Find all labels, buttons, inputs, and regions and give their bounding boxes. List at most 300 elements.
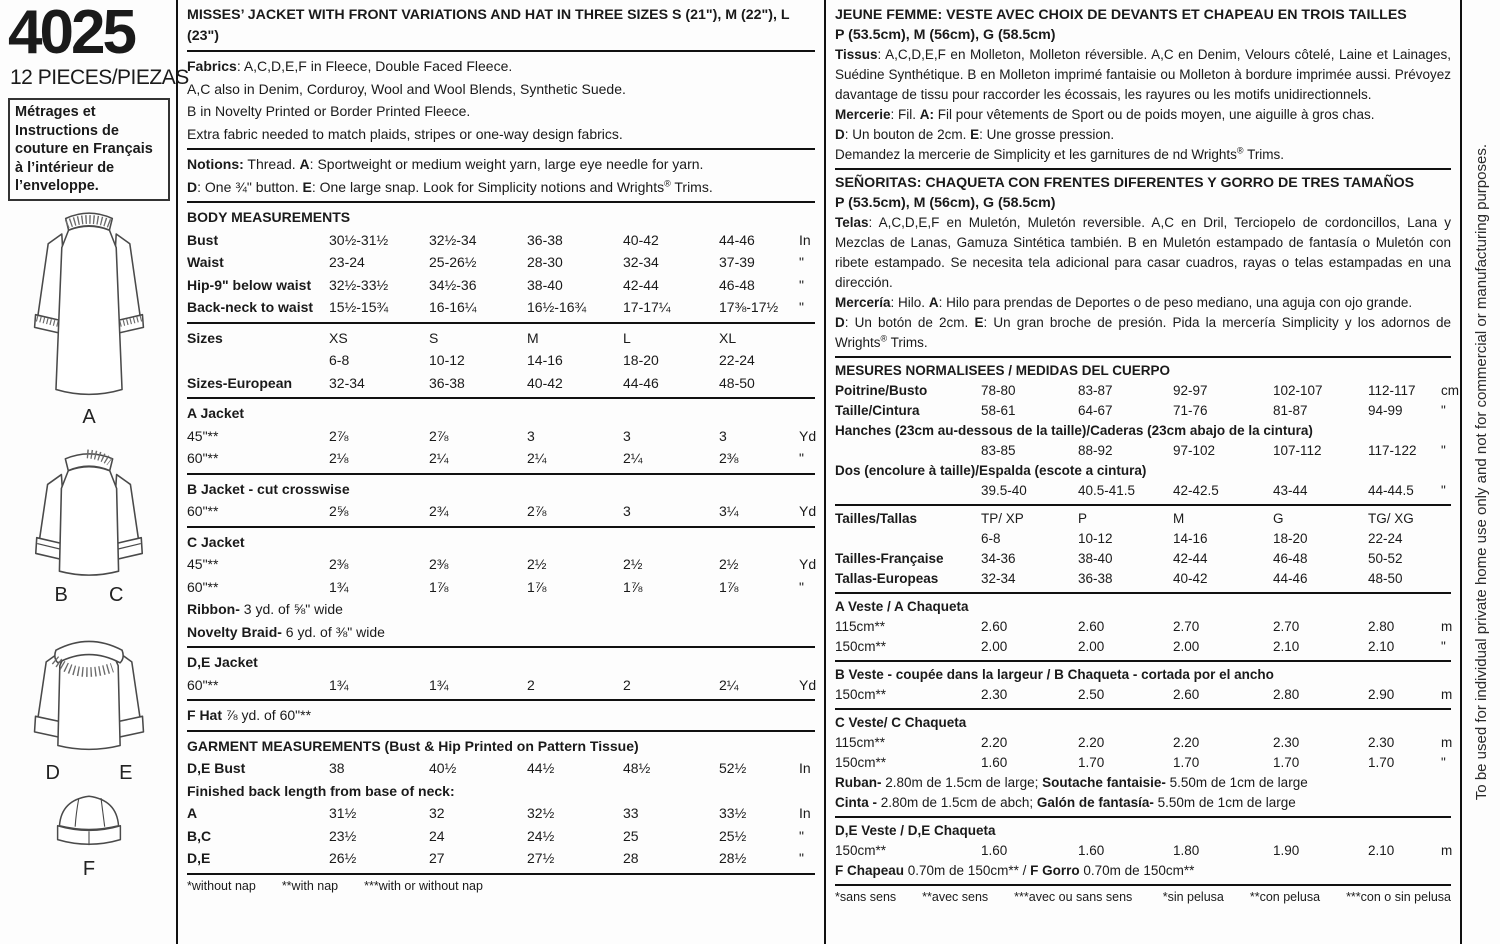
value-cell: 36-38 — [1078, 571, 1113, 586]
row-label: A — [187, 805, 198, 821]
table-span-row — [187, 735, 815, 758]
footnote-item: *sans sens — [835, 890, 897, 904]
paragraph — [187, 153, 815, 198]
unit-cell: " — [1441, 639, 1446, 654]
value-cell: 94-99 — [1368, 403, 1403, 418]
value-cell: 1.90 — [1273, 843, 1300, 858]
text-segment: Telas — [835, 215, 869, 230]
table-row — [187, 847, 815, 870]
row-label: 60"** — [187, 503, 219, 519]
home-use-disclaimer: To be used for individual private home use only and not for commercial or manufacturing purposes. — [1472, 143, 1490, 801]
text-segment: A — [299, 156, 310, 172]
view-label-b: B — [54, 583, 68, 606]
value-cell: 2⅞ — [527, 503, 547, 519]
unit-cell: " — [799, 299, 804, 315]
row-label: D,E Bust — [187, 760, 246, 776]
table-span-row — [835, 361, 1451, 381]
pieces-count: 12 PIECES/PIEZAS — [10, 66, 189, 89]
value-cell: 2 — [527, 676, 535, 693]
value-cell: 14-16 — [1173, 531, 1208, 546]
value-cell: 78-80 — [981, 383, 1016, 398]
text-segment: Hanches (23cm au-dessous de la taille)/Caderas (23cm abajo de la cintura) — [835, 423, 1313, 438]
english-column — [178, 0, 826, 944]
value-cell: 10-12 — [429, 352, 465, 368]
value-cell: 22-24 — [719, 352, 755, 368]
table-row — [187, 372, 815, 395]
paragraph — [835, 105, 1451, 165]
value-cell: 2¼ — [429, 450, 449, 466]
value-cell: 40½ — [429, 760, 457, 776]
value-cell: 2¾ — [429, 503, 449, 519]
view-label-row-a — [8, 407, 170, 427]
value-cell: P — [1078, 511, 1088, 526]
value-cell: 64-67 — [1078, 403, 1113, 418]
text-segment: B Jacket - cut crosswise — [187, 480, 350, 497]
value-cell: 22-24 — [1368, 531, 1403, 546]
value-cell: 1.60 — [981, 843, 1008, 858]
value-cell: 48-50 — [719, 374, 755, 391]
french-spanish-column — [826, 0, 1462, 944]
value-cell: 1.70 — [1273, 755, 1300, 770]
value-cell: 37-39 — [719, 254, 755, 270]
divider — [187, 50, 815, 52]
unit-cell: " — [1441, 403, 1446, 418]
text-segment: Tissus — [835, 47, 878, 62]
text-line: D: Un botón de 2cm. E: Un gran broche de presión. Pida la mercería Simplicity y los adornos de Wrights® Trims. — [835, 315, 1451, 350]
table-span-row — [835, 421, 1451, 441]
row-label: 150cm** — [835, 755, 887, 770]
text-segment: F Gorro — [1030, 863, 1080, 878]
unit-cell — [1441, 529, 1451, 549]
row-label: Sizes-European — [187, 374, 293, 391]
value-cell: 44-46 — [623, 374, 659, 391]
value-cell: 2.00 — [1173, 639, 1200, 654]
text-segment: F Chapeau — [835, 863, 905, 878]
value-cell: 2.80 — [1368, 619, 1395, 634]
footnote-item: *without nap — [187, 878, 256, 893]
value-cell: 42-42.5 — [1173, 483, 1219, 498]
text-segment: A Jacket — [187, 405, 245, 421]
text-segment: A — [928, 295, 939, 310]
value-cell: 71-76 — [1173, 403, 1208, 418]
jacket-a-back-illustration — [9, 201, 169, 407]
value-cell: 1¾ — [429, 676, 449, 693]
divider — [187, 397, 815, 399]
value-cell: 40-42 — [527, 374, 563, 391]
table-row — [835, 441, 1451, 461]
value-cell: 2.30 — [981, 687, 1008, 702]
divider — [835, 816, 1451, 818]
value-cell: 2.20 — [1173, 735, 1200, 750]
value-cell: 28½ — [719, 850, 747, 866]
unit-cell — [1441, 569, 1451, 589]
table-span-row — [187, 780, 815, 803]
value-cell: 23-24 — [329, 254, 365, 270]
unit-cell: " — [799, 254, 804, 270]
table-span-row: Ribbon- 3 yd. of ⅝" wide — [187, 601, 343, 617]
value-cell: 2⅜ — [719, 450, 739, 466]
value-cell: 39.5-40 — [981, 483, 1027, 498]
unit-cell: Yd — [799, 556, 817, 572]
value-cell: 14-16 — [527, 352, 563, 368]
text-line — [835, 173, 1451, 193]
row-label: Sizes — [187, 329, 223, 346]
measurement-table — [835, 665, 1451, 705]
view-label-row-de — [8, 763, 170, 783]
side-strip — [1462, 0, 1500, 944]
value-cell: 2¼ — [527, 450, 547, 466]
divider — [187, 148, 815, 150]
value-cell: 2.30 — [1273, 735, 1300, 750]
divider — [835, 660, 1451, 662]
table-row — [187, 296, 815, 319]
value-cell: 2¼ — [623, 450, 643, 466]
row-label: Tallas-Europeas — [835, 571, 939, 586]
unit-cell: " — [1441, 483, 1446, 498]
unit-cell: In — [799, 805, 811, 821]
table-row — [835, 685, 1451, 705]
value-cell: 40.5-41.5 — [1078, 483, 1136, 498]
text-line: A,C also in Denim, Corduroy, Wool and Wool Blends, Synthetic Suede. — [187, 80, 626, 97]
value-cell: TP/ XP — [981, 511, 1024, 526]
table-row — [835, 381, 1459, 401]
unit-cell: m — [1441, 619, 1453, 634]
value-cell: 42-44 — [1173, 551, 1208, 566]
table-span-row: Cinta - 2.80m de 1.5cm de abch; Galón de fantasía- 5.50m de 1cm de large — [835, 795, 1296, 810]
value-cell: 1.80 — [1173, 843, 1200, 858]
value-cell: 2.60 — [1173, 687, 1200, 702]
value-cell: 36-38 — [429, 374, 465, 391]
table-row — [835, 549, 1451, 569]
value-cell: M — [527, 329, 539, 346]
unit-cell: Yd — [799, 676, 817, 693]
footnote-item: **avec sens — [922, 890, 989, 904]
value-cell: 2.00 — [1078, 639, 1105, 654]
value-cell: 3 — [527, 427, 535, 444]
text-line: Notions: Thread. A: Sportweight or medium weight yarn, large eye needle for yarn. — [187, 156, 704, 172]
value-cell: 2.10 — [1273, 639, 1300, 654]
unit-cell: Yd — [799, 427, 817, 444]
value-cell: 30½-31½ — [329, 231, 389, 248]
text-segment: MISSES’ JACKET WITH FRONT VARIATIONS AND HAT IN THREE SIZES S (21"), M (22"), L (23") — [187, 7, 790, 44]
table-row — [187, 251, 815, 274]
value-cell: 32½-33½ — [329, 276, 389, 293]
value-cell: 6-8 — [329, 352, 350, 368]
measurement-table — [835, 509, 1451, 589]
value-cell: 34½-36 — [429, 276, 477, 293]
value-cell: 44-46 — [719, 231, 755, 248]
value-cell: 31½ — [329, 805, 357, 821]
text-segment: Notions: — [187, 156, 244, 172]
measurement-table — [187, 651, 815, 696]
value-cell: 2.30 — [1368, 735, 1395, 750]
text-line: Demandez la mercerie de Simplicity et les garnitures de nd Wrights® Trims. — [835, 145, 1285, 162]
value-cell: 2¼ — [719, 676, 739, 693]
jacket-de-back-illustration — [9, 621, 169, 763]
table-span-row: F Chapeau 0.70m de 150cm** / F Gorro 0.70m de 150cm** — [835, 863, 1195, 878]
value-cell: 17⅜-17½ — [719, 299, 779, 315]
view-label-e: E — [119, 761, 133, 784]
footnote-item: *sin pelusa — [1162, 890, 1224, 904]
value-cell: 27 — [429, 850, 445, 866]
value-cell: 26½ — [329, 850, 357, 866]
text-line: B in Novelty Printed or Border Printed Fleece. — [187, 103, 471, 119]
footnote-item: ***con o sin pelusa — [1346, 890, 1451, 904]
value-cell: 25½ — [719, 827, 747, 844]
value-cell: 40-42 — [1173, 571, 1208, 586]
text-segment: Ruban- — [835, 775, 882, 790]
value-cell: 1⅞ — [429, 578, 449, 595]
text-segment: SEÑORITAS: CHAQUETA CON FRENTES DIFERENTES Y GORRO DE TRES TAMAÑOS — [835, 175, 1415, 191]
value-cell: 1¾ — [329, 676, 349, 693]
value-cell: 1⅞ — [527, 578, 547, 595]
row-label: 150cm** — [835, 843, 887, 858]
footnote-group — [835, 889, 1132, 905]
unit-cell: " — [799, 850, 804, 866]
value-cell: 28-30 — [527, 254, 563, 270]
value-cell: 2.70 — [1173, 619, 1200, 634]
row-label: 45"** — [187, 427, 219, 444]
value-cell: 32½ — [527, 805, 555, 821]
table-span-row — [835, 821, 1451, 841]
footnotes — [187, 878, 815, 894]
unit-cell — [799, 372, 815, 395]
value-cell: 33½ — [719, 805, 747, 821]
table-row — [187, 576, 815, 599]
table-row — [187, 274, 815, 297]
table-span-row — [835, 597, 1451, 617]
paragraph — [187, 55, 815, 145]
value-cell: 2⅞ — [329, 427, 349, 444]
row-label: Poitrine/Busto — [835, 383, 928, 398]
unit-cell: m — [1441, 687, 1453, 702]
value-cell: 23½ — [329, 827, 357, 844]
row-label — [187, 349, 329, 372]
row-label: 115cm** — [835, 735, 886, 750]
text-line: D: One ¾" button. E: One large snap. Look for Simplicity notions and Wrights® Trims. — [187, 177, 713, 195]
table-row — [187, 757, 815, 780]
table-row — [835, 617, 1451, 637]
value-cell: G — [1273, 511, 1284, 526]
paragraph — [835, 313, 1451, 353]
footnote-group — [187, 878, 483, 894]
divider — [187, 473, 815, 475]
value-cell: 2.00 — [981, 639, 1008, 654]
table-row — [835, 841, 1451, 861]
value-cell: 46-48 — [719, 276, 755, 293]
table-row — [835, 753, 1451, 773]
measurement-table — [187, 402, 815, 470]
value-cell: 32 — [429, 805, 445, 821]
value-cell: 83-87 — [1078, 383, 1113, 398]
row-label: Tailles/Tallas — [835, 511, 918, 526]
unit-cell: " — [799, 276, 804, 293]
divider — [835, 884, 1451, 886]
table-row — [835, 481, 1451, 501]
row-label: Waist — [187, 254, 224, 270]
measurement-table — [187, 735, 815, 870]
value-cell: 18-20 — [1273, 531, 1308, 546]
text-segment: D — [835, 127, 845, 142]
text-segment: C Veste/ C Chaqueta — [835, 715, 967, 730]
value-cell: 16-16¼ — [429, 299, 477, 315]
footnote-item: ***avec ou sans sens — [1014, 890, 1133, 904]
unit-cell — [1441, 509, 1451, 529]
value-cell: 25-26½ — [429, 254, 477, 270]
text-segment: Novelty Braid- — [187, 623, 282, 640]
table-span-row: Novelty Braid- 6 yd. of ⅜" wide — [187, 623, 385, 640]
value-cell: 38-40 — [527, 276, 563, 293]
divider — [835, 356, 1451, 358]
value-cell: 48-50 — [1368, 571, 1403, 586]
divider — [835, 592, 1451, 594]
value-cell: XL — [719, 329, 737, 346]
unit-cell: " — [1441, 443, 1446, 458]
divider — [835, 504, 1451, 506]
unit-cell: " — [799, 578, 804, 595]
value-cell: L — [623, 329, 631, 346]
value-cell: 1.70 — [1173, 755, 1200, 770]
paragraph — [835, 213, 1451, 293]
table-row — [187, 825, 815, 848]
text-segment: Dos (encolure à taille)/Espalda (escote a cintura) — [835, 463, 1147, 478]
measurement-table — [187, 327, 815, 395]
unit-cell: " — [1441, 755, 1446, 770]
row-label: 60"** — [187, 578, 219, 595]
row-label: Back-neck to waist — [187, 299, 314, 315]
value-cell: 81-87 — [1273, 403, 1308, 418]
row-label: 60"** — [187, 676, 219, 693]
text-line — [835, 25, 1451, 45]
text-line: Tissus: A,C,D,E,F en Molleton, Molleton réversible. A,C en Denim, Velours côtelé, Laine et Lainages, Suédine Synthétique. B en Molleton imprimé fantaisie ou Molleton à bordure imprimée aussi. Prévoyez davantage de tissu pour raccorder les écossais, les rayures ou les motifs unidirectionnels. — [835, 47, 1451, 102]
value-cell: 15½-15¾ — [329, 299, 389, 315]
text-segment: C Jacket — [187, 533, 245, 550]
text-segment: Cinta - — [835, 795, 877, 810]
divider — [835, 168, 1451, 170]
section-title — [187, 5, 815, 47]
value-cell: 1⅞ — [719, 578, 739, 595]
value-cell: 3¼ — [719, 503, 739, 519]
divider — [835, 708, 1451, 710]
value-cell: 1.60 — [1078, 843, 1105, 858]
table-span-row — [187, 478, 815, 501]
value-cell: 2⅜ — [429, 556, 449, 572]
value-cell: 2.20 — [1078, 735, 1105, 750]
pattern-number: 4025 — [8, 0, 134, 67]
value-cell: 28 — [623, 850, 639, 866]
unit-cell: " — [799, 450, 804, 466]
text-segment: ® — [880, 333, 888, 344]
divider — [187, 873, 815, 875]
value-cell: 2½ — [719, 556, 739, 572]
value-cell: S — [429, 329, 439, 346]
table-span-row — [187, 206, 815, 229]
value-cell: XS — [329, 329, 348, 346]
table-row — [187, 327, 815, 350]
measurement-table — [835, 713, 1451, 813]
view-illustrations — [8, 201, 170, 879]
text-segment: GARMENT MEASUREMENTS (Bust & Hip Printed on Pattern Tissue) — [187, 737, 639, 754]
table-row — [187, 500, 815, 523]
hat-f-illustration — [14, 787, 164, 859]
value-cell: M — [1173, 511, 1185, 526]
row-label — [835, 529, 981, 549]
value-cell: 25 — [623, 827, 639, 844]
measurement-table — [835, 597, 1451, 657]
value-cell: 44-46 — [1273, 571, 1308, 586]
table-row — [835, 637, 1451, 657]
text-segment: D,E Veste / D,E Chaqueta — [835, 823, 996, 838]
value-cell: 2.50 — [1078, 687, 1105, 702]
row-label — [835, 441, 981, 461]
value-cell: 3 — [623, 427, 631, 444]
value-cell: 1.60 — [981, 755, 1008, 770]
text-segment: F Hat — [187, 707, 222, 723]
value-cell: 46-48 — [1273, 551, 1308, 566]
text-line — [187, 5, 815, 47]
table-span-row — [835, 713, 1451, 733]
row-label: Hip-9" below waist — [187, 276, 312, 293]
paragraph — [835, 45, 1451, 105]
value-cell: 24½ — [527, 827, 555, 844]
value-cell: 2.60 — [981, 619, 1008, 634]
table-row — [835, 569, 1451, 589]
table-span-row — [187, 531, 815, 554]
french-note-box: Métrages et Instructions de couture en Français à l’intérieur de l’enveloppe. — [8, 98, 170, 201]
value-cell: 97-102 — [1173, 443, 1216, 458]
text-line: F Hat ⅞ yd. of 60"** — [187, 707, 312, 723]
value-cell: 3 — [623, 503, 631, 519]
value-cell: 17-17¼ — [623, 299, 671, 315]
divider — [187, 699, 815, 701]
unit-cell — [1441, 549, 1451, 569]
text-segment: JEUNE FEMME: VESTE AVEC CHOIX DE DEVANTS ET CHAPEAU EN TROIS TAILLES — [835, 7, 1407, 23]
text-segment: E — [970, 127, 980, 142]
value-cell: 2 — [623, 676, 631, 693]
text-segment: A: — [919, 107, 935, 122]
view-label-row-bc — [8, 585, 170, 605]
value-cell: 2½ — [527, 556, 547, 572]
text-segment: E — [302, 178, 312, 195]
row-label — [835, 481, 981, 501]
section-title — [835, 5, 1451, 45]
value-cell: 50-52 — [1368, 551, 1403, 566]
footnote-item: **with nap — [281, 878, 339, 893]
text-segment: Mercería — [835, 295, 891, 310]
value-cell: 6-8 — [981, 531, 1001, 546]
value-cell: 2.80 — [1273, 687, 1300, 702]
value-cell: 32-34 — [981, 571, 1016, 586]
divider — [187, 526, 815, 528]
value-cell: 32-34 — [623, 254, 659, 270]
table-span-row — [187, 402, 815, 425]
divider — [187, 322, 815, 324]
value-cell: 2⅛ — [329, 450, 349, 466]
table-span-row: Ruban- 2.80m de 1.5cm de large; Soutache fantaisie- 5.50m de 1cm de large — [835, 775, 1308, 790]
row-label: 60"** — [187, 450, 219, 466]
divider — [187, 646, 815, 648]
value-cell: 88-92 — [1078, 443, 1113, 458]
view-label-f: F — [82, 857, 96, 880]
table-row — [187, 447, 815, 470]
value-cell: 36-38 — [527, 231, 563, 248]
table-row — [187, 349, 815, 372]
divider — [187, 201, 815, 203]
text-segment: B Veste - coupée dans la largeur / B Chaqueta - cortada por el ancho — [835, 667, 1274, 682]
view-label-a: A — [82, 405, 96, 428]
unit-cell: Yd — [799, 503, 817, 519]
text-segment: D,E Jacket — [187, 654, 258, 670]
